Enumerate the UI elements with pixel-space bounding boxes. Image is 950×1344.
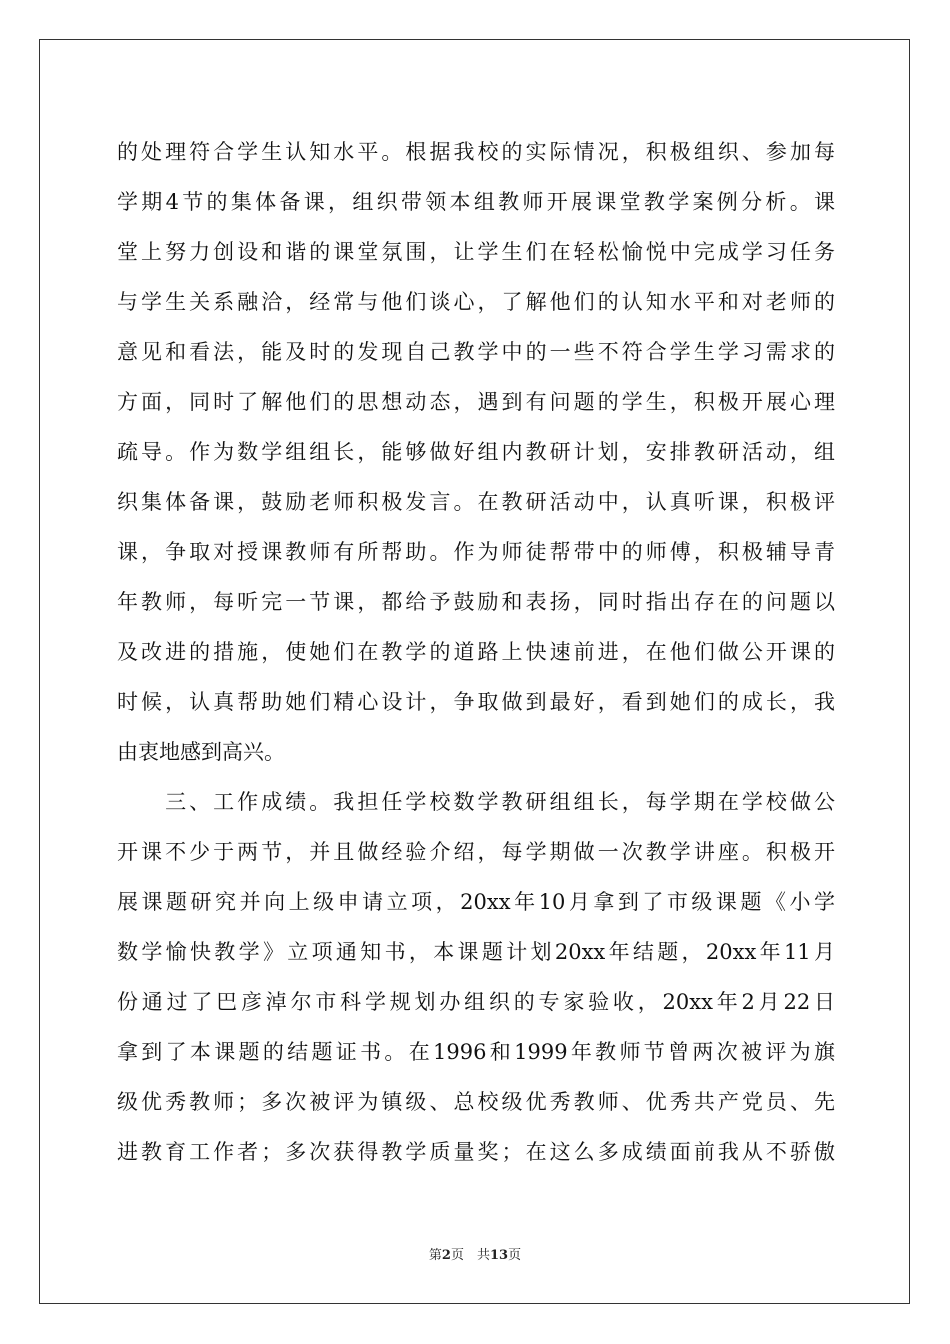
page-footer (0, 1244, 950, 1263)
text-line: 课，争取对授课教师有所帮助。作为师徒帮带中的师傅，积极辅导青 (117, 540, 835, 564)
footer-page-current: 2 (441, 1248, 451, 1263)
text-line: 与学生关系融洽，经常与他们谈心，了解他们的认知水平和对老师的 (117, 290, 835, 314)
text-line: 时候，认真帮助她们精心设计，争取做到最好，看到她们的成长，我 (117, 690, 835, 714)
text-line: 年教师，每听完一节课，都给予鼓励和表扬，同时指出存在的问题以 (117, 590, 835, 614)
text-line: 织集体备课，鼓励老师积极发言。在教研活动中，认真听课，积极评 (117, 490, 835, 514)
text-line: 级优秀教师；多次被评为镇级、总校级优秀教师、优秀共产党员、先 (117, 1090, 835, 1114)
text-line: 由衷地感到高兴。 (117, 740, 285, 764)
text-line: 数学愉快教学》立项通知书，本课题计划20xx年结题，20xx年11月 (117, 940, 835, 964)
text-line: 三、工作成绩。我担任学校数学教研组组长，每学期在学校做公 (117, 790, 835, 814)
text-line: 堂上努力创设和谐的课堂氛围，让学生们在轻松愉悦中完成学习任务 (117, 240, 835, 264)
text-line: 开课不少于两节，并且做经验介绍，每学期做一次教学讲座。积极开 (117, 840, 835, 864)
footer-page-total: 13 (489, 1248, 509, 1263)
footer-suffix: 页 (508, 1248, 522, 1263)
text-line: 进教育工作者；多次获得教学质量奖；在这么多成绩面前我从不骄傲 (117, 1140, 835, 1164)
text-line: 学期4节的集体备课，组织带领本组教师开展课堂教学案例分析。课 (117, 190, 835, 214)
text-line: 疏导。作为数学组组长，能够做好组内教研计划，安排教研活动，组 (117, 440, 835, 464)
document-body (117, 127, 835, 1177)
footer-mid: 页 共 (450, 1248, 490, 1263)
text-line: 意见和看法，能及时的发现自己教学中的一些不符合学生学习需求的 (117, 340, 835, 364)
text-line: 方面，同时了解他们的思想动态，遇到有问题的学生，积极开展心理 (117, 390, 835, 414)
text-line: 份通过了巴彦淖尔市科学规划办组织的专家验收，20xx年2月22日 (117, 990, 835, 1014)
text-line: 及改进的措施，使她们在教学的道路上快速前进，在他们做公开课的 (117, 640, 835, 664)
text-line: 展课题研究并向上级申请立项，20xx年10月拿到了市级课题《小学 (117, 890, 835, 914)
text-line: 拿到了本课题的结题证书。在1996和1999年教师节曾两次被评为旗 (117, 1040, 835, 1064)
text-line: 的处理符合学生认知水平。根据我校的实际情况，积极组织、参加每 (117, 140, 835, 164)
footer-prefix: 第 (428, 1248, 442, 1263)
